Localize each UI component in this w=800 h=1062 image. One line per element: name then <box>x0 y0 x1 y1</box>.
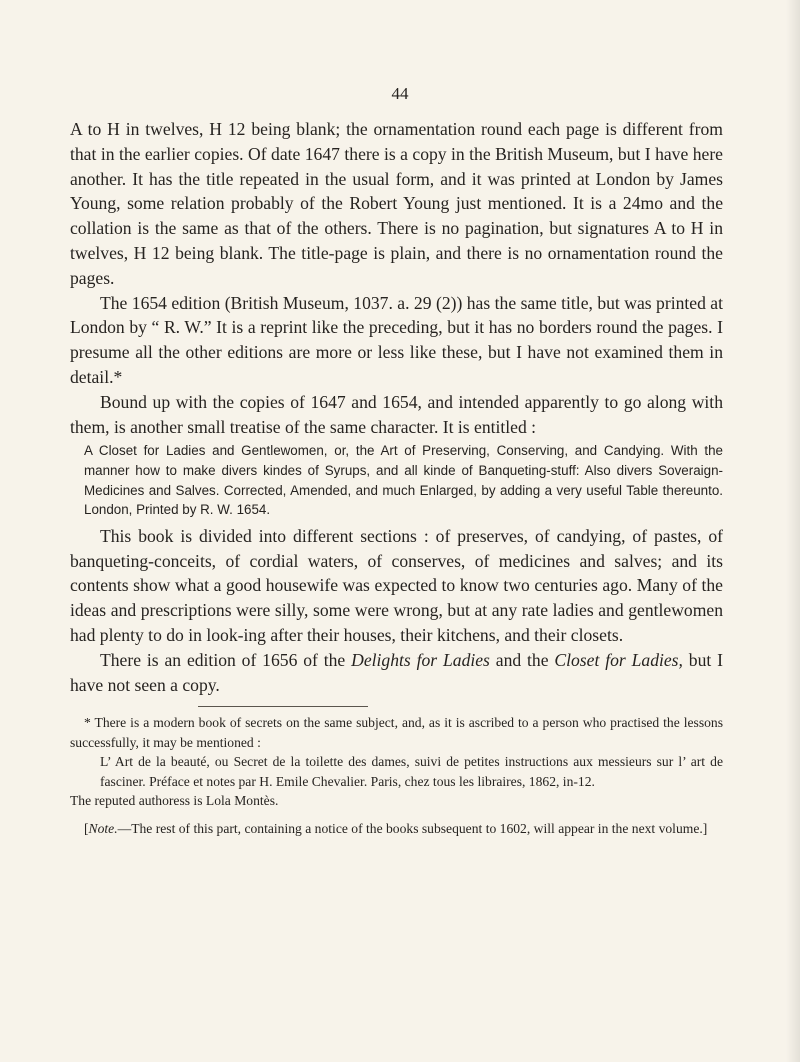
title-delights-for-ladies: Delights for Ladies <box>351 649 490 670</box>
paragraph-5 <box>70 648 723 698</box>
paragraph-5-text-b: and the <box>489 649 555 670</box>
paragraph-5-text-a: There is an edition of 1656 of the <box>100 649 352 670</box>
footnote-1: * There is a modern book of secrets on the same subject, and, as it is ascribed to a person who practised the lessons successfully, it may be mentioned : <box>70 715 723 750</box>
paragraph-1: A to H in twelves, H 12 being blank; the ornamentation round each page is different from that in the earlier copies. Of date 1647 there is a copy in the British Museum, but I have here another. It has the title repeated in the usual form, and it was printed at London by James Young, some relation probably of the Robert Young just mentioned. It is a 24mo and the collation is the same as that of the others. There is no pagination, but signatures A to H in twelves, H 12 being blank. The title-page is plain, and there is no ornamentation round the pages. <box>70 119 723 288</box>
page-edge-shadow <box>786 0 800 1062</box>
footnote-book-citation: L’ Art de la beauté, ou Secret de la toilette des dames, suivi de petites instructions aux messieurs sur l’ art de fasciner. Préface et notes par H. Emile Chevalier. Paris, chez tous les libraires, 1862, in-12. <box>100 754 723 789</box>
title-closet-for-ladies: Closet for Ladies, <box>554 649 683 670</box>
page-number: 44 <box>391 84 409 103</box>
paragraph-2: The 1654 edition (British Museum, 1037. a. 29 (2)) has the same title, but was printed at London by “ R. W.” It is a reprint like the preceding, but it has no borders round the pages. I presume all the other editions are more or less like these, but I have not examined them in detail.* <box>70 292 723 387</box>
body-text <box>70 117 723 839</box>
footnote-divider <box>198 706 368 707</box>
footnotes <box>70 713 723 838</box>
editorial-note: [Note.—The rest of this part, containing a notice of the books subsequent to 1602, will appear in the next volume.] <box>84 821 708 837</box>
paragraph-5-text-c: but I have not seen a copy. <box>70 649 723 695</box>
footnote-authoress: The reputed authoress is Lola Montès. <box>70 792 279 808</box>
paragraph-4: This book is divided into different sections : of preserves, of candying, of pastes, of banqueting-conceits, of cordial waters, of conserves, of medicines and salves; and its contents show what a good housewife was expected to know two centuries ago. Many of the ideas and prescriptions were silly, some were wrong, but at any rate ladies and gentlewomen had plenty to do in look-ing after their houses, their kitchens, and their closets. <box>70 525 723 645</box>
note-label: Note. <box>88 821 118 837</box>
paragraph-3: Bound up with the copies of 1647 and 1654, and intended apparently to go along with them, is another small treatise of the same character. It is entitled : <box>70 391 723 437</box>
note-text: —The rest of this part, containing a notice of the books subsequent to 1602, will appear in the next volume.] <box>117 821 708 837</box>
book-title-quote: A Closet for Ladies and Gentlewomen, or, the Art of Preserving, Conserving, and Candying. With the manner how to make divers kindes of Syrups, and all kinde of Banqueting-stuff: Also divers Soveraign-Medicines and Salves. Corrected, Amended, and much Enlarged, by adding a very useful Table thereunto. London, Printed by R. W. 1654. <box>84 443 723 518</box>
